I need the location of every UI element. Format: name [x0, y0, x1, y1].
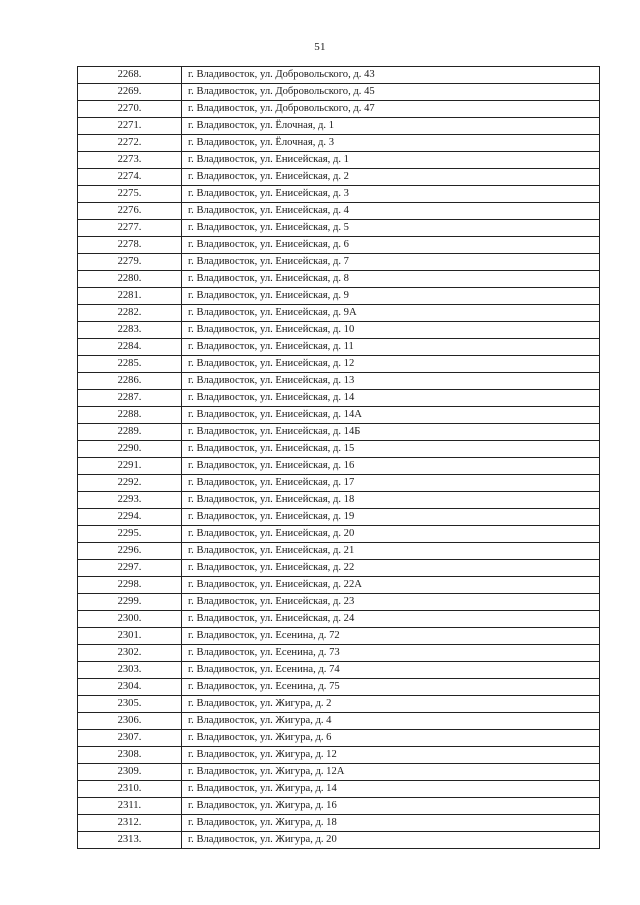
row-address: г. Владивосток, ул. Есенина, д. 75: [182, 679, 600, 696]
table-row: [78, 407, 600, 424]
address-table-body: [78, 67, 600, 849]
table-row: [78, 288, 600, 305]
row-number: 2275.: [78, 186, 182, 203]
row-number: 2285.: [78, 356, 182, 373]
row-number: 2271.: [78, 118, 182, 135]
row-address: г. Владивосток, ул. Жигура, д. 12А: [182, 764, 600, 781]
row-number: 2298.: [78, 577, 182, 594]
table-row: [78, 662, 600, 679]
table-row: [78, 254, 600, 271]
row-address: г. Владивосток, ул. Енисейская, д. 19: [182, 509, 600, 526]
table-row: [78, 713, 600, 730]
row-number: 2269.: [78, 84, 182, 101]
table-row: [78, 679, 600, 696]
row-number: 2276.: [78, 203, 182, 220]
table-row: [78, 492, 600, 509]
table-row: [78, 356, 600, 373]
row-address: г. Владивосток, ул. Енисейская, д. 9А: [182, 305, 600, 322]
table-row: [78, 747, 600, 764]
row-number: 2290.: [78, 441, 182, 458]
row-number: 2282.: [78, 305, 182, 322]
row-address: г. Владивосток, ул. Енисейская, д. 14Б: [182, 424, 600, 441]
row-address: г. Владивосток, ул. Енисейская, д. 15: [182, 441, 600, 458]
row-address: г. Владивосток, ул. Енисейская, д. 2: [182, 169, 600, 186]
row-address: г. Владивосток, ул. Енисейская, д. 10: [182, 322, 600, 339]
row-address: г. Владивосток, ул. Енисейская, д. 3: [182, 186, 600, 203]
row-address: г. Владивосток, ул. Жигура, д. 18: [182, 815, 600, 832]
row-address: г. Владивосток, ул. Жигура, д. 20: [182, 832, 600, 849]
table-row: [78, 186, 600, 203]
table-row: [78, 237, 600, 254]
table-row: [78, 373, 600, 390]
page-number: 51: [314, 41, 326, 53]
row-address: г. Владивосток, ул. Добровольского, д. 43: [182, 67, 600, 84]
table-row: [78, 798, 600, 815]
table-row: [78, 271, 600, 288]
row-address: г. Владивосток, ул. Енисейская, д. 13: [182, 373, 600, 390]
row-address: г. Владивосток, ул. Енисейская, д. 14: [182, 390, 600, 407]
row-address: г. Владивосток, ул. Енисейская, д. 23: [182, 594, 600, 611]
row-number: 2272.: [78, 135, 182, 152]
row-address: г. Владивосток, ул. Енисейская, д. 4: [182, 203, 600, 220]
row-number: 2284.: [78, 339, 182, 356]
table-row: [78, 135, 600, 152]
row-number: 2268.: [78, 67, 182, 84]
row-address: г. Владивосток, ул. Енисейская, д. 24: [182, 611, 600, 628]
row-number: 2286.: [78, 373, 182, 390]
row-number: 2270.: [78, 101, 182, 118]
row-number: 2305.: [78, 696, 182, 713]
row-number: 2302.: [78, 645, 182, 662]
table-row: [78, 67, 600, 84]
address-table: [77, 66, 600, 849]
row-address: г. Владивосток, ул. Енисейская, д. 1: [182, 152, 600, 169]
row-number: 2277.: [78, 220, 182, 237]
table-row: [78, 203, 600, 220]
row-number: 2301.: [78, 628, 182, 645]
table-row: [78, 322, 600, 339]
table-row: [78, 305, 600, 322]
table-row: [78, 764, 600, 781]
table-row: [78, 169, 600, 186]
row-address: г. Владивосток, ул. Енисейская, д. 14А: [182, 407, 600, 424]
table-row: [78, 509, 600, 526]
row-address: г. Владивосток, ул. Добровольского, д. 47: [182, 101, 600, 118]
table-row: [78, 696, 600, 713]
row-number: 2289.: [78, 424, 182, 441]
table-row: [78, 560, 600, 577]
row-address: г. Владивосток, ул. Енисейская, д. 22: [182, 560, 600, 577]
row-address: г. Владивосток, ул. Енисейская, д. 11: [182, 339, 600, 356]
row-address: г. Владивосток, ул. Енисейская, д. 20: [182, 526, 600, 543]
table-row: [78, 390, 600, 407]
table-row: [78, 611, 600, 628]
row-number: 2279.: [78, 254, 182, 271]
table-row: [78, 730, 600, 747]
row-number: 2304.: [78, 679, 182, 696]
row-number: 2291.: [78, 458, 182, 475]
row-number: 2296.: [78, 543, 182, 560]
row-address: г. Владивосток, ул. Енисейская, д. 22А: [182, 577, 600, 594]
row-number: 2308.: [78, 747, 182, 764]
row-address: г. Владивосток, ул. Жигура, д. 6: [182, 730, 600, 747]
row-number: 2307.: [78, 730, 182, 747]
table-row: [78, 594, 600, 611]
row-address: г. Владивосток, ул. Енисейская, д. 8: [182, 271, 600, 288]
row-address: г. Владивосток, ул. Енисейская, д. 5: [182, 220, 600, 237]
table-row: [78, 628, 600, 645]
row-address: г. Владивосток, ул. Енисейская, д. 21: [182, 543, 600, 560]
row-number: 2288.: [78, 407, 182, 424]
row-number: 2293.: [78, 492, 182, 509]
row-address: г. Владивосток, ул. Енисейская, д. 16: [182, 458, 600, 475]
row-address: г. Владивосток, ул. Жигура, д. 14: [182, 781, 600, 798]
row-number: 2274.: [78, 169, 182, 186]
row-address: г. Владивосток, ул. Енисейская, д. 9: [182, 288, 600, 305]
row-address: г. Владивосток, ул. Енисейская, д. 18: [182, 492, 600, 509]
table-row: [78, 475, 600, 492]
row-address: г. Владивосток, ул. Есенина, д. 72: [182, 628, 600, 645]
table-row: [78, 781, 600, 798]
row-address: г. Владивосток, ул. Енисейская, д. 17: [182, 475, 600, 492]
row-number: 2306.: [78, 713, 182, 730]
table-row: [78, 577, 600, 594]
row-number: 2273.: [78, 152, 182, 169]
row-number: 2283.: [78, 322, 182, 339]
row-address: г. Владивосток, ул. Енисейская, д. 6: [182, 237, 600, 254]
row-address: г. Владивосток, ул. Есенина, д. 73: [182, 645, 600, 662]
row-address: г. Владивосток, ул. Жигура, д. 16: [182, 798, 600, 815]
row-address: г. Владивосток, ул. Жигура, д. 2: [182, 696, 600, 713]
table-row: [78, 101, 600, 118]
row-address: г. Владивосток, ул. Есенина, д. 74: [182, 662, 600, 679]
row-address: г. Владивосток, ул. Добровольского, д. 45: [182, 84, 600, 101]
table-row: [78, 458, 600, 475]
table-row: [78, 118, 600, 135]
row-number: 2280.: [78, 271, 182, 288]
row-number: 2300.: [78, 611, 182, 628]
row-number: 2309.: [78, 764, 182, 781]
row-address: г. Владивосток, ул. Жигура, д. 12: [182, 747, 600, 764]
table-row: [78, 84, 600, 101]
row-number: 2292.: [78, 475, 182, 492]
table-row: [78, 645, 600, 662]
row-number: 2294.: [78, 509, 182, 526]
row-number: 2313.: [78, 832, 182, 849]
table-row: [78, 152, 600, 169]
row-number: 2303.: [78, 662, 182, 679]
row-number: 2295.: [78, 526, 182, 543]
row-address: г. Владивосток, ул. Жигура, д. 4: [182, 713, 600, 730]
row-number: 2299.: [78, 594, 182, 611]
table-row: [78, 526, 600, 543]
table-row: [78, 832, 600, 849]
row-number: 2310.: [78, 781, 182, 798]
row-address: г. Владивосток, ул. Енисейская, д. 7: [182, 254, 600, 271]
row-number: 2297.: [78, 560, 182, 577]
table-row: [78, 441, 600, 458]
row-number: 2312.: [78, 815, 182, 832]
row-address: г. Владивосток, ул. Ёлочная, д. 1: [182, 118, 600, 135]
row-address: г. Владивосток, ул. Енисейская, д. 12: [182, 356, 600, 373]
table-row: [78, 424, 600, 441]
row-number: 2311.: [78, 798, 182, 815]
row-number: 2287.: [78, 390, 182, 407]
table-row: [78, 220, 600, 237]
table-row: [78, 815, 600, 832]
row-address: г. Владивосток, ул. Ёлочная, д. 3: [182, 135, 600, 152]
table-row: [78, 339, 600, 356]
row-number: 2278.: [78, 237, 182, 254]
row-number: 2281.: [78, 288, 182, 305]
table-row: [78, 543, 600, 560]
